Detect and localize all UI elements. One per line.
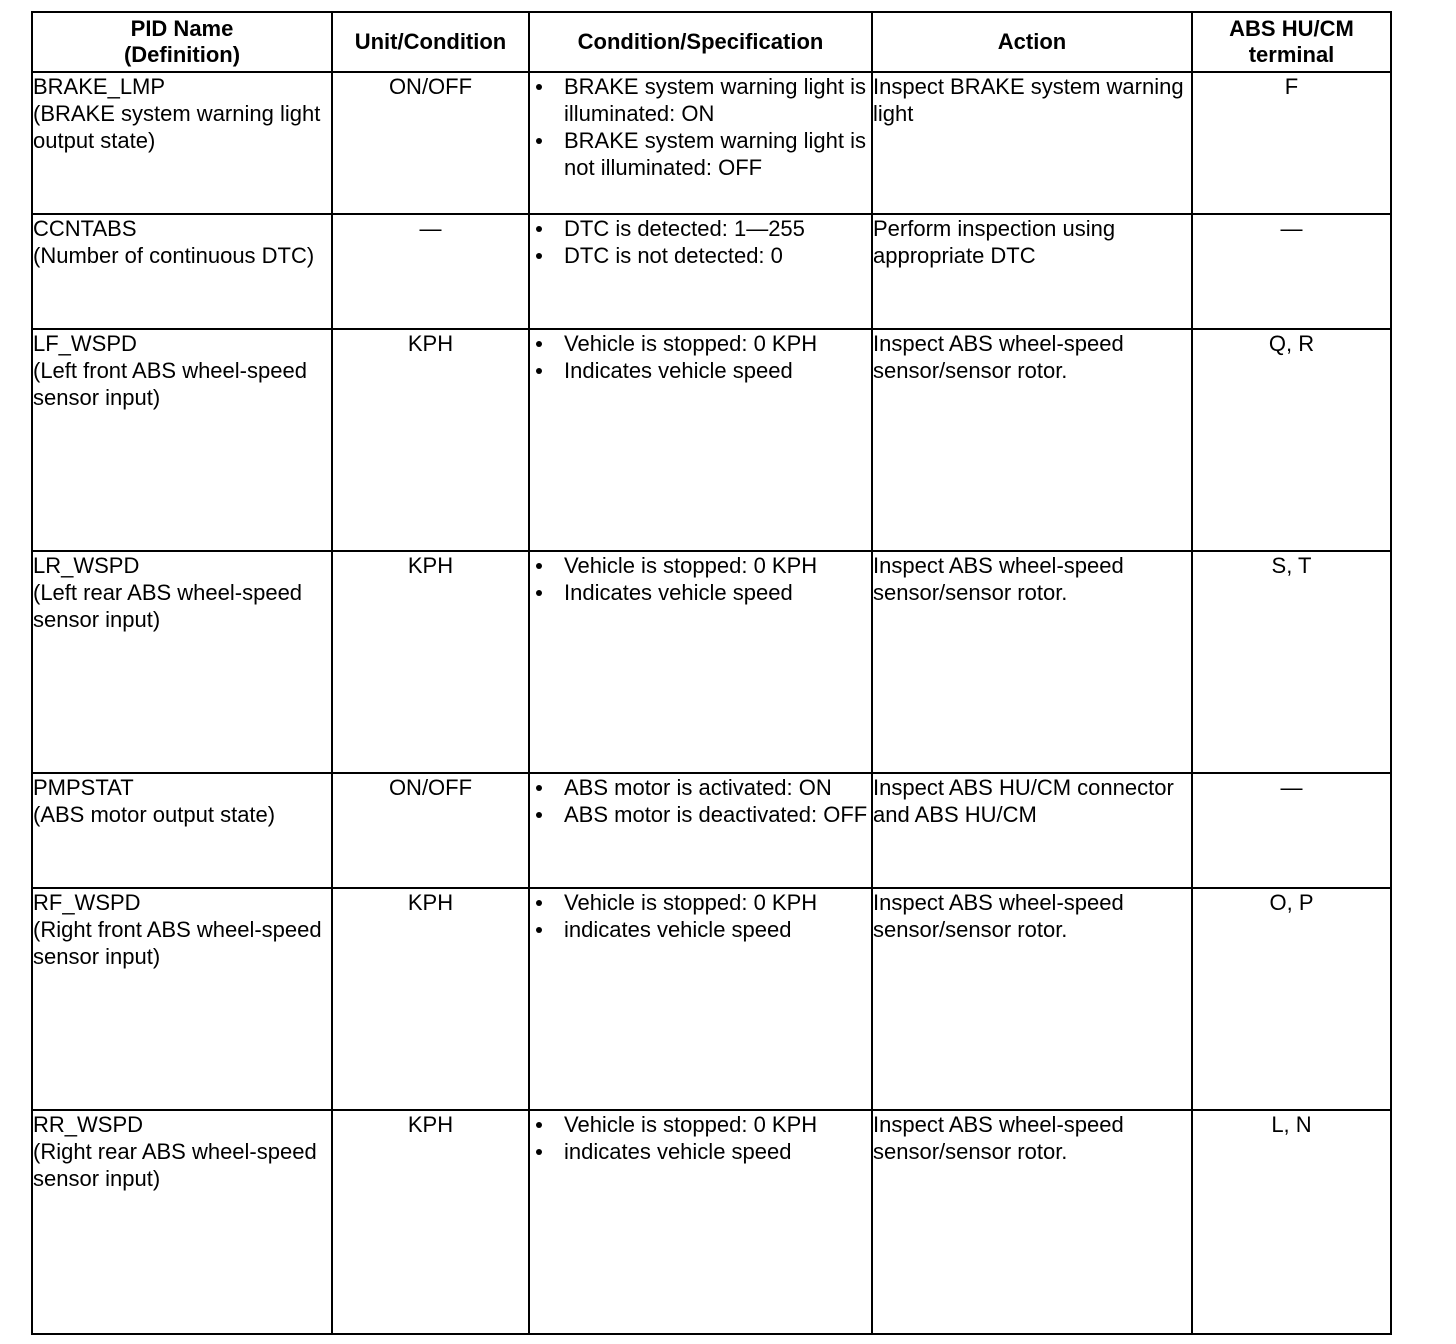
pid-name: CCNTABS [33,216,137,241]
table-row [32,888,1391,1110]
pid-name-cell [32,1110,332,1334]
terminal-cell: Q, R [1192,329,1391,551]
condition-item: BRAKE system warning light is not illuminated: OFF [530,127,871,181]
table-row [32,551,1391,773]
pid-name: LF_WSPD [33,331,137,356]
condition-cell [529,888,872,1110]
action-cell: Perform inspection using appropriate DTC [872,214,1192,329]
pid-definition: (Left front ABS wheel-speed sensor input) [33,358,307,410]
pid-name-cell [32,214,332,329]
action-cell: Inspect BRAKE system warning light [872,72,1192,214]
pid-name: LR_WSPD [33,553,140,578]
condition-item: indicates vehicle speed [530,916,871,943]
unit-cell: KPH [332,1110,529,1334]
header-pid-definition-label: (Definition) [123,42,241,67]
condition-item: Vehicle is stopped: 0 KPH [530,889,871,916]
pid-definition: (Left rear ABS wheel-speed sensor input) [33,580,303,632]
pid-name-cell [32,888,332,1110]
condition-list [530,889,871,943]
condition-item: BRAKE system warning light is illuminated: ON [530,73,871,127]
header-row [32,12,1391,72]
condition-cell [529,1110,872,1334]
pid-name: RF_WSPD [33,890,141,915]
pid-name-cell [32,773,332,888]
pid-name: BRAKE_LMP [33,74,166,99]
unit-cell: KPH [332,888,529,1110]
terminal-cell: O, P [1192,888,1391,1110]
terminal-cell: L, N [1192,1110,1391,1334]
condition-item: DTC is detected: 1—255 [530,215,871,242]
condition-item: ABS motor is activated: ON [530,774,871,801]
condition-item: Indicates vehicle speed [530,357,871,384]
condition-cell [529,773,872,888]
condition-list [530,73,871,181]
pid-definition: (Right front ABS wheel-speed sensor input) [33,917,322,969]
action-cell: Inspect ABS HU/CM connector and ABS HU/CM [872,773,1192,888]
unit-cell: KPH [332,329,529,551]
condition-item: Vehicle is stopped: 0 KPH [530,1111,871,1138]
pid-name-cell [32,329,332,551]
unit-cell: KPH [332,551,529,773]
table-row [32,72,1391,214]
action-cell: Inspect ABS wheel-speed sensor/sensor rotor. [872,1110,1192,1334]
action-cell: Inspect ABS wheel-speed sensor/sensor rotor. [872,888,1192,1110]
table-row [32,214,1391,329]
terminal-cell: S, T [1192,551,1391,773]
table-row [32,1110,1391,1334]
header-terminal-line1: ABS HU/CM [1229,16,1354,41]
condition-list [530,552,871,606]
condition-cell [529,329,872,551]
header-terminal [1192,12,1391,72]
condition-cell [529,214,872,329]
terminal-cell: F [1192,72,1391,214]
condition-item: DTC is not detected: 0 [530,242,871,269]
condition-item: Vehicle is stopped: 0 KPH [530,552,871,579]
condition-item: Indicates vehicle speed [530,579,871,606]
header-action: Action [872,12,1192,72]
pid-definition: (Number of continuous DTC) [33,243,315,268]
pid-definition: (BRAKE system warning light output state) [33,101,321,153]
condition-cell [529,551,872,773]
condition-list [530,774,871,828]
action-cell: Inspect ABS wheel-speed sensor/sensor rotor. [872,329,1192,551]
table-row [32,329,1391,551]
pid-name: PMPSTAT [33,775,134,800]
header-pid-name [32,12,332,72]
header-pid-name-label: PID Name [130,16,234,41]
condition-item: Vehicle is stopped: 0 KPH [530,330,871,357]
header-terminal-line2: terminal [1248,42,1335,67]
condition-list [530,1111,871,1165]
unit-cell: — [332,214,529,329]
condition-cell [529,72,872,214]
pid-name-cell [32,72,332,214]
pid-table [31,11,1392,1335]
condition-item: indicates vehicle speed [530,1138,871,1165]
pid-definition: (ABS motor output state) [33,802,276,827]
pid-name: RR_WSPD [33,1112,144,1137]
unit-cell: ON/OFF [332,72,529,214]
condition-item: ABS motor is deactivated: OFF [530,801,871,828]
condition-list [530,330,871,384]
header-condition: Condition/Specification [529,12,872,72]
pid-name-cell [32,551,332,773]
condition-list [530,215,871,269]
header-unit: Unit/Condition [332,12,529,72]
terminal-cell: — [1192,773,1391,888]
pid-definition: (Right rear ABS wheel-speed sensor input) [33,1139,317,1191]
terminal-cell: — [1192,214,1391,329]
table-row [32,773,1391,888]
unit-cell: ON/OFF [332,773,529,888]
action-cell: Inspect ABS wheel-speed sensor/sensor rotor. [872,551,1192,773]
